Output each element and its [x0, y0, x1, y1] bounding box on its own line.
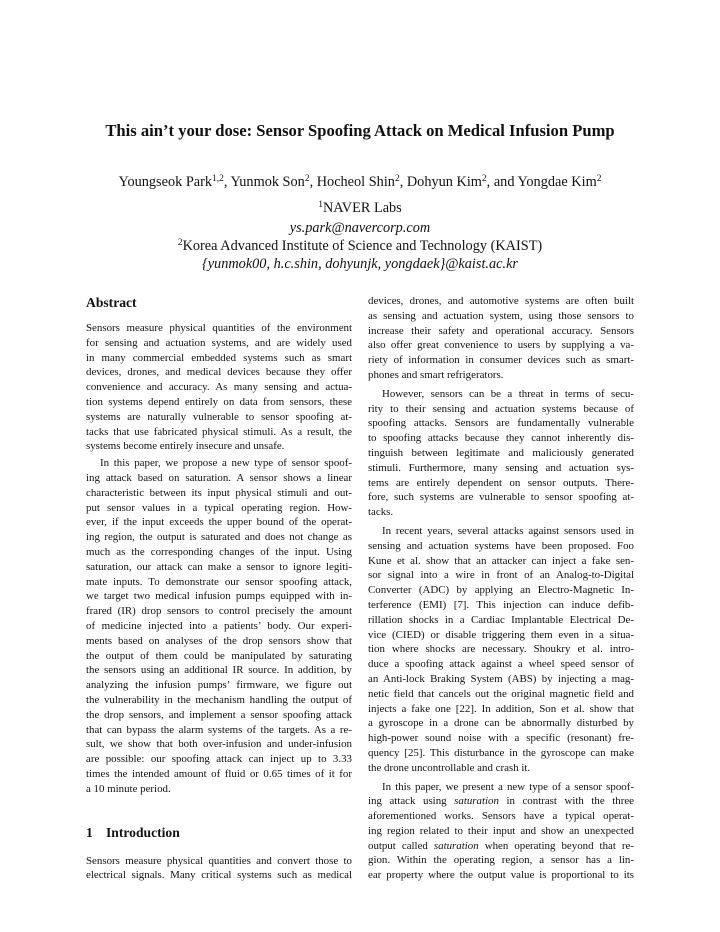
author-separator: , [309, 174, 317, 190]
text-line: saturation, our attack can make a sensor to ignore legiti- [86, 560, 352, 573]
author-affiliation-mark: 2 [394, 174, 400, 184]
text-line [368, 794, 634, 809]
introduction-heading [86, 824, 352, 842]
text-line: quency [25]. This disturbance in the gyroscope can make [368, 746, 634, 759]
text-line: put sensor values in a typical operating region. How- [86, 501, 352, 514]
affiliation-mark: 1 [318, 200, 323, 210]
text-line: much as the corresponding changes of the input. Using [86, 545, 352, 558]
text-line: terference (EMI) [7]. This injection can induce defib- [368, 598, 634, 611]
text-line: frared (IR) drop sensors to control precisely the amount [86, 605, 352, 618]
text-line: ments based on analyses of the drop sensors show that [86, 634, 352, 647]
text-line: fore, such systems are vulnerable to sensor spoofing at- [368, 491, 634, 504]
text-line: characteristic between its input physical stimuli and out- [86, 486, 352, 499]
text-line: ing region, the output is saturated and does not change as [86, 531, 352, 544]
section-number: 1 [86, 824, 93, 840]
text-line: the sensors using an additional IR source. In addition, by [86, 664, 352, 677]
author-name: Youngseok Park [118, 174, 213, 190]
text-line: gion. Within the operating region, a sensor has a lin- [368, 854, 634, 867]
text-line: In this paper, we present a new type of a sensor spoof- [382, 780, 634, 793]
author-name: Dohyun Kim [406, 174, 482, 190]
left-column [86, 294, 352, 883]
text-line: tinguish between legitimate and maliciously generated [368, 446, 634, 459]
emphasis-text: saturation [433, 839, 479, 852]
body-paragraph-1 [368, 294, 634, 383]
author-separator: , and [486, 174, 518, 190]
text-line: In recent years, several attacks against sensors used in [382, 524, 634, 537]
author-name: Yunmok Son [230, 174, 305, 190]
affiliation-2 [0, 236, 720, 256]
abstract-heading: Abstract [86, 295, 137, 310]
text-line: of medicine injected into a patients’ body. Our experi- [86, 619, 352, 632]
affiliation-1 [0, 198, 720, 218]
text-line: rillation shocks in a Cardiac Implantable Electrical De- [368, 613, 634, 626]
text-line: convenience and accuracy. As many sensing and actua- [86, 381, 352, 394]
abstract-paragraph-1 [86, 321, 352, 454]
text-line: the output of them could be manipulated by saturating [86, 649, 352, 662]
section-title: Introduction [106, 824, 180, 840]
text-span: when operating beyond that re- [478, 839, 634, 852]
text-line: electrical signals. Many critical systems such as medical [86, 869, 352, 882]
text-line: to spoofing attacks because they cannot inherently dis- [368, 432, 634, 445]
text-line: devices, drones, and medical devices because they offer [86, 366, 352, 379]
text-line: high-power sound noise with a specific (resonant) fre- [368, 732, 634, 745]
text-line: ever, if the input exceeds the upper bound of the operat- [86, 516, 352, 529]
text-line: riety of information in consumer devices such as smart- [368, 354, 634, 367]
text-line [368, 839, 634, 854]
text-line: for sensing and actuation systems, and are widely used [86, 336, 352, 349]
text-line: sor signal into a wire in front of an Analog-to-Digital [368, 569, 634, 582]
author-name: Yongdae Kim [517, 174, 597, 190]
text-line: injects a fake one [22]. In addition, Son et al. show that [368, 702, 634, 715]
text-line: analyzing the infusion pumps’ firmware, we figure out [86, 679, 352, 692]
text-span: ing attack using [368, 795, 455, 808]
text-line: phones and smart refrigerators. [368, 368, 504, 381]
text-line: However, sensors can be a threat in terms of secu- [382, 387, 634, 400]
text-span: output called [368, 839, 434, 852]
text-line: also offer great convenience to users by supplying a va- [368, 339, 634, 352]
paper-title: This ain’t your dose: Sensor Spoofing Attack on Medical Infusion Pump [105, 121, 615, 140]
text-line: as sensing and actuation system, using those sensors to [368, 309, 634, 322]
text-line: duce a spoofing attack against a wheel speed sensor of [368, 658, 634, 671]
text-line: systems become entirely insecure and unsafe. [86, 440, 285, 453]
text-line: vice (CIED) or disable triggering them even in a situa- [368, 628, 634, 641]
text-span: in contrast with the three [498, 795, 634, 808]
author-name: Hocheol Shin [316, 174, 395, 190]
text-line: rity to their sensing and actuation systems because of [368, 402, 634, 415]
emphasis-text: saturation [454, 795, 499, 808]
text-line: tacks. [368, 506, 394, 519]
text-line: spoofing attacks. Sensors are fundamentally vulnerable [368, 417, 634, 430]
text-line: aforementioned works. Sensors have a typical operat- [368, 810, 634, 823]
body-paragraph-4 [368, 780, 634, 884]
affiliation-name: Korea Advanced Institute of Science and Technology (KAIST) [182, 238, 543, 254]
text-line: the drone uncontrollable and crash it. [368, 761, 531, 774]
author-affiliation-mark: 2 [304, 174, 310, 184]
text-line: the drop sensors, and implement a sensor spoofing attack [86, 708, 352, 721]
text-line: tion where shocks are necessary. Shoukry et al. intro- [368, 643, 634, 656]
text-line: an Anti-lock Braking System (ABS) by injecting a mag- [368, 672, 634, 685]
text-line: sult, we show that both over-infusion and under-infusion [86, 738, 352, 751]
abstract-paragraph-2 [86, 456, 352, 796]
text-line: stimuli. Furthermore, many sensing and actuation sys- [368, 461, 634, 474]
text-line: sensing and actuation systems have been proposed. Foo [368, 539, 634, 552]
text-line: ear property where the output value is proportional to its [368, 869, 634, 882]
text-line: mate inputs. To demonstrate our sensor spoofing attack, [86, 575, 352, 588]
introduction-paragraph-1 [86, 854, 352, 884]
affiliation-mark: 2 [177, 238, 183, 248]
text-line: Sensors measure physical quantities of the environment [86, 322, 352, 334]
text-line: ing attack based on saturation. A sensor shows a linear [86, 471, 352, 484]
author-affiliation-mark: 2 [596, 174, 602, 184]
text-line: Sensors measure physical quantities and convert those to [86, 854, 352, 867]
text-line: devices, drones, and automotive systems are often built [368, 295, 634, 307]
text-line: In this paper, we propose a new type of sensor spoof- [100, 457, 352, 470]
text-line: Kune et al. show that an attacker can inject a fake sen- [368, 554, 634, 567]
email-2: {yunmok00, h.c.shin, dohyunjk, yongdaek}@kaist.ac.kr [201, 256, 518, 272]
text-line: systems are naturally vulnerable to sensor spoofing at- [86, 410, 352, 423]
text-line: tems are entirely dependent on sensor outputs. There- [368, 476, 634, 489]
body-paragraph-2 [368, 387, 634, 520]
author-affiliation-mark: 2 [481, 174, 487, 184]
text-line: tacks that use fabricated physical stimuli. As a result, the [86, 425, 352, 438]
text-line: in many commercial embedded systems such as smart [86, 351, 352, 364]
email-1: ys.park@navercorp.com [289, 220, 431, 236]
text-line: increase their safety and operational accuracy. Sensors [368, 324, 634, 337]
text-line: are possible: our spoofing attack can inject up to 3.33 [86, 753, 352, 766]
text-line: a 10 minute period. [86, 782, 171, 795]
affiliation-name: NAVER Labs [322, 200, 402, 216]
text-line: we target two medical infusion pumps equipped with in- [86, 590, 352, 603]
text-line: times the intended amount of fluid or 0.65 times of it for [86, 767, 352, 780]
text-line: tion systems depend entirely on data from sensors, these [86, 395, 352, 408]
author-affiliation-mark: 1,2 [212, 174, 224, 184]
text-line: Converter (ADC) by applying an Electro-Magnetic In- [368, 584, 634, 597]
author-list [0, 172, 720, 192]
text-line: that can bypass the alarm systems of the targets. As a re- [86, 723, 352, 736]
right-column [368, 294, 634, 883]
author-separator: , [399, 174, 407, 190]
text-line: a gyroscope in a drone can be abnormally disturbed by [368, 717, 634, 730]
body-paragraph-3 [368, 524, 634, 776]
text-line: netic field that cancels out the original magnetic field and [368, 687, 634, 700]
text-line: the vulnerability in the mechanism handling the output of [86, 693, 352, 706]
author-separator: , [223, 174, 231, 190]
text-line: ing region related to their input and show an unexpected [368, 824, 634, 837]
